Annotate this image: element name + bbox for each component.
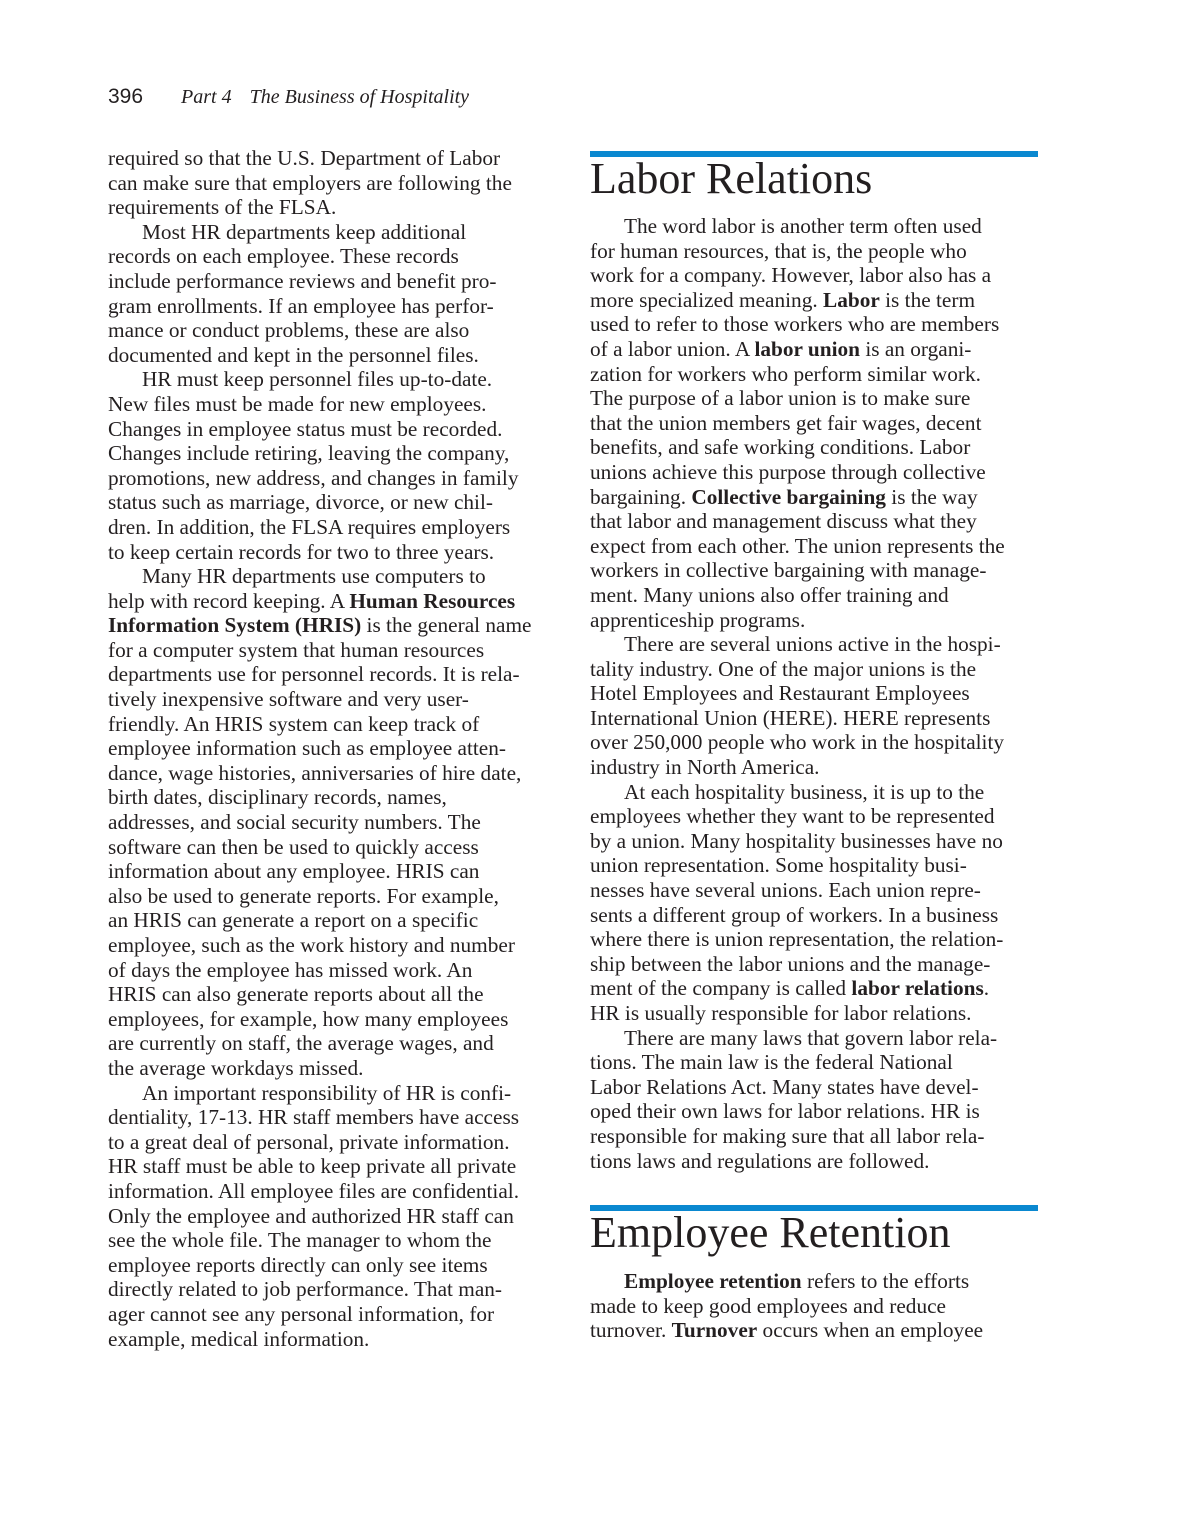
text-line: addresses, and social security numbers. The bbox=[108, 810, 481, 835]
text-line: Changes in employee status must be recorded. bbox=[108, 416, 503, 441]
text-line: Hotel Employees and Restaurant Employees bbox=[590, 681, 970, 706]
key-term: Labor bbox=[823, 287, 880, 312]
text-line: tality industry. One of the major unions is the bbox=[590, 656, 977, 681]
key-term: labor union bbox=[754, 336, 860, 361]
text-line: see the whole file. The manager to whom the bbox=[108, 1228, 492, 1253]
text-line: apprenticeship programs. bbox=[590, 607, 806, 632]
text-line: New files must be made for new employees. bbox=[108, 391, 487, 416]
text-line: documented and kept in the personnel files. bbox=[108, 342, 479, 367]
text-line: by a union. Many hospitality businesses have no bbox=[590, 828, 1003, 853]
text-line: HR must keep personnel files up-to-date. bbox=[142, 367, 493, 392]
employee-retention-body bbox=[590, 1269, 1040, 1343]
key-term: Employee retention bbox=[624, 1269, 802, 1293]
text-line: made to keep good employees and reduce bbox=[590, 1293, 946, 1318]
text-line: employees, for example, how many employees bbox=[108, 1006, 509, 1031]
text-line: to a great deal of personal, private information. bbox=[108, 1129, 510, 1154]
text-line: The word labor is another term often used bbox=[624, 214, 982, 238]
text-line: example, medical information. bbox=[108, 1326, 370, 1351]
running-header bbox=[108, 84, 469, 109]
text-line: promotions, new address, and changes in family bbox=[108, 465, 519, 490]
text-line: Information System (HRIS) is the general name bbox=[108, 613, 532, 638]
text-line: required so that the U.S. Department of Labor bbox=[108, 146, 501, 170]
section-heading-labor-relations: Labor Relations bbox=[590, 154, 873, 203]
text-line: employees whether they want to be represented bbox=[590, 804, 995, 829]
text-line: tively inexpensive software and very user- bbox=[108, 687, 469, 712]
text-line: expect from each other. The union represents the bbox=[590, 533, 1005, 558]
paragraph bbox=[108, 1081, 558, 1352]
text-line: ment. Many unions also offer training and bbox=[590, 582, 949, 607]
text-line: International Union (HERE). HERE represents bbox=[590, 705, 991, 730]
text-line: Most HR departments keep additional bbox=[142, 219, 467, 244]
paragraph bbox=[108, 367, 558, 564]
text-line: ship between the labor unions and the manage- bbox=[590, 951, 991, 976]
text-line: can make sure that employers are following the bbox=[108, 170, 512, 195]
text-line: departments use for personnel records. It is rela- bbox=[108, 662, 520, 687]
text-line: oped their own laws for labor relations. HR is bbox=[590, 1099, 980, 1124]
text-line: gram enrollments. If an employee has perfor- bbox=[108, 293, 494, 318]
text-line: employee reports directly can only see items bbox=[108, 1252, 488, 1277]
text-line: of a labor union. A labor union is an organi- bbox=[590, 336, 972, 361]
text-line: dentiality, 17-13. HR staff members have access bbox=[108, 1105, 520, 1130]
left-column bbox=[108, 146, 558, 1351]
text-line: requirements of the FLSA. bbox=[108, 195, 337, 220]
text-line: At each hospitality business, it is up to the bbox=[624, 779, 985, 804]
text-line: sents a different group of workers. In a business bbox=[590, 902, 999, 927]
text-line: Employee retention refers to the efforts bbox=[624, 1269, 970, 1293]
paragraph bbox=[590, 632, 1040, 780]
text-line: that labor and management discuss what they bbox=[590, 509, 977, 534]
text-line: directly related to job performance. That man- bbox=[108, 1277, 503, 1302]
text-line: are currently on staff, the average wages, and bbox=[108, 1031, 494, 1056]
text-line: HR staff must be able to keep private all private bbox=[108, 1154, 517, 1179]
text-line: Many HR departments use computers to bbox=[142, 564, 486, 589]
text-line: records on each employee. These records bbox=[108, 244, 459, 269]
text-line: zation for workers who perform similar work. bbox=[590, 361, 981, 386]
paragraph bbox=[108, 146, 558, 220]
text-line: tions. The main law is the federal National bbox=[590, 1050, 953, 1075]
paragraph bbox=[590, 1269, 1040, 1343]
text-line: Changes include retiring, leaving the company, bbox=[108, 441, 510, 466]
text-line: that the union members get fair wages, decent bbox=[590, 410, 982, 435]
text-line: nesses have several unions. Each union repre- bbox=[590, 878, 981, 903]
text-line: work for a company. However, labor also has a bbox=[590, 263, 992, 288]
text-line: HR is usually responsible for labor relations. bbox=[590, 1001, 972, 1025]
text-line: for human resources, that is, the people who bbox=[590, 238, 967, 263]
key-term: Collective bargaining bbox=[691, 484, 886, 509]
text-line: There are several unions active in the hospi- bbox=[624, 632, 1001, 657]
text-line: turnover. Turnover occurs when an employee bbox=[590, 1318, 984, 1343]
section-heading-employee-retention: Employee Retention bbox=[590, 1208, 951, 1257]
text-line: employee information such as employee atten- bbox=[108, 736, 506, 761]
text-line: employee, such as the work history and number bbox=[108, 933, 515, 957]
text-line: birth dates, disciplinary records, names, bbox=[108, 785, 447, 810]
paragraph bbox=[590, 1026, 1040, 1174]
text-line: The purpose of a labor union is to make sure bbox=[590, 386, 971, 411]
text-line: more specialized meaning. Labor is the term bbox=[590, 287, 976, 312]
text-line: the average workdays missed. bbox=[108, 1055, 364, 1080]
text-line: friendly. An HRIS system can keep track of bbox=[108, 711, 480, 736]
paragraph bbox=[108, 564, 558, 1080]
text-line: industry in North America. bbox=[590, 755, 820, 780]
text-line: an HRIS can generate a report on a specific bbox=[108, 908, 479, 933]
text-line: bargaining. Collective bargaining is the way bbox=[590, 484, 978, 509]
text-line: over 250,000 people who work in the hospitality bbox=[590, 730, 1005, 755]
text-line: dance, wage histories, anniversaries of hire date, bbox=[108, 760, 522, 785]
text-line: ment of the company is called labor relations. bbox=[590, 976, 990, 1001]
paragraph bbox=[590, 214, 1040, 632]
text-line: dren. In addition, the FLSA requires employers bbox=[108, 514, 511, 539]
text-line: There are many laws that govern labor rela- bbox=[624, 1025, 998, 1050]
text-line: for a computer system that human resources bbox=[108, 637, 485, 662]
text-line: Only the employee and authorized HR staff can bbox=[108, 1203, 514, 1228]
key-term: Turnover bbox=[671, 1318, 758, 1343]
text-line: workers in collective bargaining with manage- bbox=[590, 558, 987, 583]
text-line: Labor Relations Act. Many states have devel- bbox=[590, 1074, 979, 1099]
page-number: 396 bbox=[108, 85, 144, 108]
key-term: Human Resources bbox=[349, 588, 516, 613]
text-line: An important responsibility of HR is confi- bbox=[142, 1080, 512, 1105]
text-line: information. All employee files are confidential. bbox=[108, 1178, 520, 1203]
text-line: status such as marriage, divorce, or new chil- bbox=[108, 490, 493, 515]
text-line: also be used to generate reports. For example, bbox=[108, 883, 499, 908]
paragraph bbox=[108, 220, 558, 368]
text-line: of days the employee has missed work. An bbox=[108, 957, 473, 982]
text-line: help with record keeping. A Human Resources bbox=[108, 588, 516, 613]
key-term: Information System (HRIS) bbox=[108, 613, 362, 638]
text-line: information about any employee. HRIS can bbox=[108, 859, 480, 884]
text-line: union representation. Some hospitality busi- bbox=[590, 853, 967, 878]
text-line: to keep certain records for two to three years. bbox=[108, 539, 495, 564]
text-line: ager cannot see any personal information, for bbox=[108, 1301, 495, 1326]
text-line: HRIS can also generate reports about all the bbox=[108, 982, 484, 1007]
text-line: unions achieve this purpose through collective bbox=[590, 459, 986, 484]
text-line: software can then be used to quickly access bbox=[108, 834, 479, 859]
paragraph bbox=[590, 780, 1040, 1026]
text-line: benefits, and safe working conditions. Labor bbox=[590, 435, 971, 460]
text-line: where there is union representation, the relation- bbox=[590, 927, 1004, 952]
text-line: include performance reviews and benefit pro- bbox=[108, 268, 497, 293]
text-line: used to refer to those workers who are members bbox=[590, 312, 1000, 337]
text-line: responsible for making sure that all labor rela- bbox=[590, 1123, 985, 1148]
labor-relations-body bbox=[590, 214, 1040, 1173]
text-line: tions laws and regulations are followed. bbox=[590, 1148, 930, 1173]
text-line: mance or conduct problems, these are also bbox=[108, 318, 470, 343]
part-label: Part 4 bbox=[181, 86, 232, 108]
key-term: labor relations bbox=[851, 976, 984, 1001]
part-title: The Business of Hospitality bbox=[249, 86, 470, 108]
